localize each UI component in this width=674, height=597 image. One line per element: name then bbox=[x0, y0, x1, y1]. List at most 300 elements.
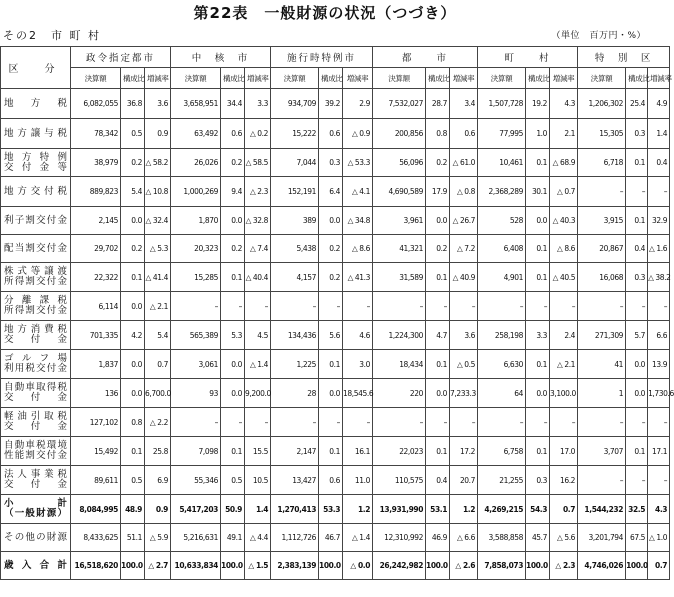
table-cell: △ 2.6 bbox=[450, 552, 478, 580]
table-cell: 17.9 bbox=[426, 177, 450, 207]
row-label-line: 交 付 金 等 bbox=[4, 161, 67, 173]
table-cell: 34.4 bbox=[221, 89, 245, 119]
table-cell: △ 0.8 bbox=[450, 177, 478, 207]
table-cell: 4,690,589 bbox=[373, 177, 426, 207]
table-cell: 4.9 bbox=[648, 89, 670, 119]
table-cell: △ 58.2 bbox=[145, 149, 171, 177]
table-cell: 93 bbox=[171, 379, 221, 408]
row-label bbox=[1, 350, 71, 379]
table-cell: 64 bbox=[478, 379, 526, 408]
table-cell: – bbox=[578, 292, 626, 321]
table-cell: 6,630 bbox=[478, 350, 526, 379]
column-header: 決算額 bbox=[171, 68, 221, 89]
column-header: 増減率 bbox=[245, 68, 271, 89]
table-cell: 0.8 bbox=[121, 408, 145, 437]
table-cell: – bbox=[626, 408, 648, 437]
unit-note: （単位 百万円・%） bbox=[551, 31, 646, 41]
table-cell: 0.5 bbox=[121, 119, 145, 149]
table-cell: 3,100.0 bbox=[550, 379, 578, 408]
table-cell: 10.5 bbox=[245, 466, 271, 495]
table-cell: 6,758 bbox=[478, 437, 526, 466]
table-cell: 0.0 bbox=[426, 207, 450, 235]
table-cell: △ 2.1 bbox=[550, 350, 578, 379]
table-cell: 0.0 bbox=[319, 207, 343, 235]
table-cell: 1,000,269 bbox=[171, 177, 221, 207]
table-cell: – bbox=[171, 408, 221, 437]
table-cell: 0.1 bbox=[319, 437, 343, 466]
table-cell: △ 10.8 bbox=[145, 177, 171, 207]
table-cell: △ 68.9 bbox=[550, 149, 578, 177]
table-cell: 1.2 bbox=[343, 495, 373, 524]
table-cell: 15,222 bbox=[271, 119, 319, 149]
table-cell: 45.7 bbox=[526, 524, 550, 552]
table-cell: – bbox=[271, 408, 319, 437]
table-cell: 5.4 bbox=[121, 177, 145, 207]
table-cell: 1,544,232 bbox=[578, 495, 626, 524]
table-cell: 0.5 bbox=[221, 466, 245, 495]
table-cell: 6.4 bbox=[319, 177, 343, 207]
table-cell: 6,408 bbox=[478, 235, 526, 263]
table-cell: – bbox=[450, 408, 478, 437]
table-cell: 528 bbox=[478, 207, 526, 235]
column-header: 構成比 bbox=[426, 68, 450, 89]
table-cell: 100.0 bbox=[526, 552, 550, 580]
table-cell: 0.2 bbox=[426, 149, 450, 177]
table-cell: – bbox=[526, 408, 550, 437]
row-label-line: 歳 入 合 計 bbox=[4, 559, 67, 571]
table-cell: 0.2 bbox=[221, 149, 245, 177]
table-row bbox=[1, 177, 670, 207]
table-cell: 2,147 bbox=[271, 437, 319, 466]
row-label bbox=[1, 321, 71, 350]
table-cell: 9,200.0 bbox=[245, 379, 271, 408]
table-cell: – bbox=[648, 466, 670, 495]
table-cell: 28 bbox=[271, 379, 319, 408]
table-cell: 0.0 bbox=[626, 350, 648, 379]
table-cell: △ 41.3 bbox=[343, 263, 373, 292]
column-header: 決算額 bbox=[578, 68, 626, 89]
table-cell: 0.7 bbox=[550, 495, 578, 524]
table-cell: 1.2 bbox=[450, 495, 478, 524]
table-cell: 67.5 bbox=[626, 524, 648, 552]
table-cell: 13,427 bbox=[271, 466, 319, 495]
table-cell: △ 34.8 bbox=[343, 207, 373, 235]
table-cell: – bbox=[343, 408, 373, 437]
table-cell: 0.0 bbox=[221, 379, 245, 408]
row-label-line: 軽油引取税 bbox=[4, 411, 67, 422]
table-cell: 0.1 bbox=[626, 207, 648, 235]
table-cell: 3,961 bbox=[373, 207, 426, 235]
table-cell: 2,145 bbox=[71, 207, 121, 235]
table-cell: 0.1 bbox=[526, 149, 550, 177]
row-label-line: 所得割交付金 bbox=[4, 276, 67, 287]
table-cell: 0.2 bbox=[121, 235, 145, 263]
table-cell: 0.0 bbox=[121, 207, 145, 235]
table-cell: 134,436 bbox=[271, 321, 319, 350]
table-cell: 30.1 bbox=[526, 177, 550, 207]
table-cell: △ 0.7 bbox=[550, 177, 578, 207]
table-cell: △ 2.2 bbox=[145, 408, 171, 437]
table-cell: 0.1 bbox=[426, 437, 450, 466]
table-cell: 6.6 bbox=[648, 321, 670, 350]
table-cell: 17.2 bbox=[450, 437, 478, 466]
table-cell: 0.6 bbox=[221, 119, 245, 149]
table-cell: △ 2.3 bbox=[245, 177, 271, 207]
table-cell: 889,823 bbox=[71, 177, 121, 207]
table-cell: 0.3 bbox=[526, 466, 550, 495]
table-cell: 565,389 bbox=[171, 321, 221, 350]
table-cell: 15,285 bbox=[171, 263, 221, 292]
table-cell: 10,633,834 bbox=[171, 552, 221, 580]
table-cell: 0.2 bbox=[426, 235, 450, 263]
table-cell: 46.9 bbox=[426, 524, 450, 552]
table-cell: △ 41.4 bbox=[145, 263, 171, 292]
row-label bbox=[1, 552, 71, 580]
table-cell: 56,096 bbox=[373, 149, 426, 177]
table-cell: 25.4 bbox=[626, 89, 648, 119]
table-cell: △ 40.5 bbox=[550, 263, 578, 292]
table-cell: 4.2 bbox=[121, 321, 145, 350]
column-header: 増減率 bbox=[550, 68, 578, 89]
table-cell: 389 bbox=[271, 207, 319, 235]
table-cell: 4.6 bbox=[343, 321, 373, 350]
table-cell: △ 40.9 bbox=[450, 263, 478, 292]
table-cell: 220 bbox=[373, 379, 426, 408]
table-cell: 31,589 bbox=[373, 263, 426, 292]
table-cell: 16.1 bbox=[343, 437, 373, 466]
table-cell: 1.4 bbox=[648, 119, 670, 149]
table-cell: 0.9 bbox=[145, 119, 171, 149]
table-cell: 50.9 bbox=[221, 495, 245, 524]
table-cell: △ 5.3 bbox=[145, 235, 171, 263]
table-cell: 2.9 bbox=[343, 89, 373, 119]
table-cell: 28.7 bbox=[426, 89, 450, 119]
table-cell: 4,901 bbox=[478, 263, 526, 292]
table-cell: △ 2.7 bbox=[145, 552, 171, 580]
table-cell: 0.0 bbox=[221, 207, 245, 235]
table-cell: 12,310,992 bbox=[373, 524, 426, 552]
table-cell: 4.3 bbox=[648, 495, 670, 524]
column-header: 構成比 bbox=[626, 68, 648, 89]
table-cell: 0.1 bbox=[426, 263, 450, 292]
table-cell: 18,434 bbox=[373, 350, 426, 379]
table-cell: 2,383,139 bbox=[271, 552, 319, 580]
table-cell: △ 1.0 bbox=[648, 524, 670, 552]
table-cell: 0.1 bbox=[319, 350, 343, 379]
row-label-line: その他の財源 bbox=[4, 531, 67, 543]
table-cell: 0.1 bbox=[121, 263, 145, 292]
table-row bbox=[1, 552, 670, 580]
table-cell: 0.8 bbox=[426, 119, 450, 149]
table-row bbox=[1, 207, 670, 235]
table-cell: 26,242,982 bbox=[373, 552, 426, 580]
table-row bbox=[1, 119, 670, 149]
table-cell: 3.6 bbox=[145, 89, 171, 119]
table-cell: 0.4 bbox=[648, 149, 670, 177]
row-label-line: 自動車取得税 bbox=[4, 382, 67, 393]
table-cell: 39.2 bbox=[319, 89, 343, 119]
table-cell: 41,321 bbox=[373, 235, 426, 263]
row-label-line: 性能割交付金 bbox=[4, 450, 67, 461]
table-cell: – bbox=[578, 408, 626, 437]
table-cell: △ 5.9 bbox=[145, 524, 171, 552]
table-cell: 0.4 bbox=[626, 235, 648, 263]
table-cell: 5.6 bbox=[319, 321, 343, 350]
row-label-line: 地方消費税 bbox=[4, 324, 67, 335]
table-cell: – bbox=[550, 292, 578, 321]
table-cell: 6.9 bbox=[145, 466, 171, 495]
row-label bbox=[1, 292, 71, 321]
table-cell: 7,044 bbox=[271, 149, 319, 177]
table-cell: 0.6 bbox=[319, 119, 343, 149]
table-cell: 6,700.0 bbox=[145, 379, 171, 408]
row-label-line: 地方交付税 bbox=[4, 185, 67, 197]
table-row bbox=[1, 379, 670, 408]
table-row bbox=[1, 466, 670, 495]
table-cell: 17.1 bbox=[648, 437, 670, 466]
table-cell: 0.0 bbox=[526, 379, 550, 408]
table-cell: 0.1 bbox=[626, 149, 648, 177]
table-cell: 54.3 bbox=[526, 495, 550, 524]
table-cell: 5.4 bbox=[145, 321, 171, 350]
table-cell: 4,746,026 bbox=[578, 552, 626, 580]
page-title: 第22表 一般財源の状況（つづき） bbox=[193, 4, 457, 22]
table-row bbox=[1, 321, 670, 350]
table-cell: 89,611 bbox=[71, 466, 121, 495]
table-cell: – bbox=[373, 408, 426, 437]
column-header: 増減率 bbox=[648, 68, 670, 89]
table-cell: – bbox=[648, 177, 670, 207]
row-label-line: 交 付 金 bbox=[4, 392, 67, 403]
table-cell: 55,346 bbox=[171, 466, 221, 495]
column-header: 構成比 bbox=[526, 68, 550, 89]
row-label-line: 地方譲与税 bbox=[4, 127, 67, 139]
table-cell: 1,225 bbox=[271, 350, 319, 379]
table-cell: △ 0.9 bbox=[343, 119, 373, 149]
table-row bbox=[1, 408, 670, 437]
table-cell: 3,061 bbox=[171, 350, 221, 379]
table-cell: 100.0 bbox=[426, 552, 450, 580]
row-label-line: 利用税交付金 bbox=[4, 363, 67, 374]
row-label bbox=[1, 263, 71, 292]
table-cell: △ 32.8 bbox=[245, 207, 271, 235]
table-row bbox=[1, 437, 670, 466]
table-cell: 16,518,620 bbox=[71, 552, 121, 580]
table-cell: 8,084,995 bbox=[71, 495, 121, 524]
table-cell: 0.2 bbox=[319, 263, 343, 292]
table-cell: 0.3 bbox=[626, 119, 648, 149]
row-label-line: 地 方 特 例 bbox=[4, 151, 67, 163]
table-cell: – bbox=[343, 292, 373, 321]
table-cell: △ 1.4 bbox=[245, 350, 271, 379]
table-cell: △ 4.1 bbox=[343, 177, 373, 207]
table-cell: 1,507,728 bbox=[478, 89, 526, 119]
row-label-line: 分 離 課 税 bbox=[4, 295, 67, 306]
table-cell: 20,867 bbox=[578, 235, 626, 263]
table-cell: – bbox=[426, 292, 450, 321]
group-header: 特 別 区 bbox=[578, 47, 670, 68]
table-cell: 0.0 bbox=[121, 379, 145, 408]
table-cell: – bbox=[478, 292, 526, 321]
table-cell: 0.1 bbox=[526, 350, 550, 379]
table-cell: 0.1 bbox=[121, 437, 145, 466]
table-cell: 15,492 bbox=[71, 437, 121, 466]
table-cell: 0.1 bbox=[426, 350, 450, 379]
table-cell: – bbox=[319, 408, 343, 437]
row-label-line: 交 付 金 bbox=[4, 421, 67, 432]
table-cell: △ 2.3 bbox=[550, 552, 578, 580]
table-cell: 1.4 bbox=[245, 495, 271, 524]
group-header: 中 核 市 bbox=[171, 47, 271, 68]
row-label bbox=[1, 379, 71, 408]
table-cell: 22,023 bbox=[373, 437, 426, 466]
table-cell: 0.1 bbox=[221, 263, 245, 292]
table-cell: 21,255 bbox=[478, 466, 526, 495]
table-cell: 3.0 bbox=[343, 350, 373, 379]
table-cell: 0.4 bbox=[426, 466, 450, 495]
table-cell: – bbox=[221, 292, 245, 321]
table-cell: 1,206,302 bbox=[578, 89, 626, 119]
table-row bbox=[1, 149, 670, 177]
table-cell: 19.2 bbox=[526, 89, 550, 119]
row-label bbox=[1, 524, 71, 552]
table-cell: 0.0 bbox=[121, 350, 145, 379]
table-cell: 3,658,951 bbox=[171, 89, 221, 119]
table-cell: 10,461 bbox=[478, 149, 526, 177]
table-cell: – bbox=[171, 292, 221, 321]
table-cell: 271,309 bbox=[578, 321, 626, 350]
group-header: 施行時特例市 bbox=[271, 47, 373, 68]
table-cell: 0.0 bbox=[221, 350, 245, 379]
row-label bbox=[1, 235, 71, 263]
row-label bbox=[1, 119, 71, 149]
table-cell: △ 40.4 bbox=[245, 263, 271, 292]
table-cell: – bbox=[426, 408, 450, 437]
table-cell: 100.0 bbox=[221, 552, 245, 580]
table-cell: 100.0 bbox=[319, 552, 343, 580]
table-cell: 200,856 bbox=[373, 119, 426, 149]
section-subtitle: その2 市 町 村 bbox=[3, 29, 101, 42]
table-cell: 22,322 bbox=[71, 263, 121, 292]
table-cell: △ 26.7 bbox=[450, 207, 478, 235]
table-cell: 4.5 bbox=[245, 321, 271, 350]
column-header: 増減率 bbox=[450, 68, 478, 89]
table-cell: 0.6 bbox=[319, 466, 343, 495]
table-cell: 1,837 bbox=[71, 350, 121, 379]
group-header: 都 市 bbox=[373, 47, 478, 68]
table-cell: – bbox=[550, 408, 578, 437]
row-label-line: 交 付 金 bbox=[4, 479, 67, 490]
row-label-line: 地 方 税 bbox=[4, 97, 67, 109]
table-cell: – bbox=[319, 292, 343, 321]
table-cell: 53.3 bbox=[319, 495, 343, 524]
table-cell: 1,112,726 bbox=[271, 524, 319, 552]
table-cell: 0.5 bbox=[121, 466, 145, 495]
row-label-line: 法人事業税 bbox=[4, 469, 67, 480]
table-cell: 0.9 bbox=[145, 495, 171, 524]
row-label bbox=[1, 466, 71, 495]
row-label bbox=[1, 207, 71, 235]
table-body bbox=[1, 89, 674, 580]
table-cell: 0.0 bbox=[526, 207, 550, 235]
row-label bbox=[1, 495, 71, 524]
table-cell: 0.0 bbox=[121, 292, 145, 321]
table-cell: △ 1.6 bbox=[648, 235, 670, 263]
table-cell: 0.2 bbox=[319, 235, 343, 263]
table-cell: – bbox=[648, 408, 670, 437]
table-cell: 2.4 bbox=[550, 321, 578, 350]
row-label-line: 交 付 金 bbox=[4, 334, 67, 345]
table-cell: △ 38.2 bbox=[648, 263, 670, 292]
table-cell: 38,979 bbox=[71, 149, 121, 177]
table-cell: 15,305 bbox=[578, 119, 626, 149]
table-cell: △ 61.0 bbox=[450, 149, 478, 177]
table-cell: △ 0.5 bbox=[450, 350, 478, 379]
table-cell: △ 58.5 bbox=[245, 149, 271, 177]
table-cell: 63,492 bbox=[171, 119, 221, 149]
table-row bbox=[1, 495, 670, 524]
table-cell: 0.1 bbox=[526, 235, 550, 263]
table-cell: 5,417,203 bbox=[171, 495, 221, 524]
table-cell: 127,102 bbox=[71, 408, 121, 437]
table-cell: 7,098 bbox=[171, 437, 221, 466]
column-header: 構成比 bbox=[221, 68, 245, 89]
table-cell: – bbox=[221, 408, 245, 437]
table-cell: – bbox=[271, 292, 319, 321]
table-cell: 20.7 bbox=[450, 466, 478, 495]
group-header: 町 村 bbox=[478, 47, 578, 68]
table-cell: – bbox=[578, 466, 626, 495]
table-cell: △ 1.5 bbox=[245, 552, 271, 580]
table-cell: 32.5 bbox=[626, 495, 648, 524]
table-cell: 3.3 bbox=[526, 321, 550, 350]
table-cell: 6,114 bbox=[71, 292, 121, 321]
table-cell: 4,157 bbox=[271, 263, 319, 292]
table-cell: 49.1 bbox=[221, 524, 245, 552]
column-header: 決算額 bbox=[271, 68, 319, 89]
table-cell: – bbox=[478, 408, 526, 437]
table-cell: – bbox=[626, 292, 648, 321]
table-cell: 9.4 bbox=[221, 177, 245, 207]
column-header: 増減率 bbox=[343, 68, 373, 89]
table-cell: 0.3 bbox=[626, 263, 648, 292]
table-cell: 3,588,858 bbox=[478, 524, 526, 552]
table-cell: – bbox=[578, 177, 626, 207]
table-cell: △ 8.6 bbox=[550, 235, 578, 263]
table-cell: 5.3 bbox=[221, 321, 245, 350]
table-cell: 77,995 bbox=[478, 119, 526, 149]
column-header: 決算額 bbox=[373, 68, 426, 89]
table-row bbox=[1, 524, 670, 552]
row-label-line: 利子割交付金 bbox=[4, 214, 67, 226]
table-cell: △ 4.4 bbox=[245, 524, 271, 552]
table-cell: △ 32.4 bbox=[145, 207, 171, 235]
table-cell: 6,082,055 bbox=[71, 89, 121, 119]
table-cell: 48.9 bbox=[121, 495, 145, 524]
table-cell: 13,931,990 bbox=[373, 495, 426, 524]
table-cell: – bbox=[245, 292, 271, 321]
general-revenue-table bbox=[0, 46, 674, 580]
table-cell: 100.0 bbox=[626, 552, 648, 580]
table-cell: 2.1 bbox=[550, 119, 578, 149]
table-cell: 258,198 bbox=[478, 321, 526, 350]
group-header: 政令指定都市 bbox=[71, 47, 171, 68]
row-label bbox=[1, 177, 71, 207]
table-cell: 4,269,215 bbox=[478, 495, 526, 524]
table-cell: 78,342 bbox=[71, 119, 121, 149]
row-label-line: 所得割交付金 bbox=[4, 305, 67, 316]
table-cell: 7,858,073 bbox=[478, 552, 526, 580]
